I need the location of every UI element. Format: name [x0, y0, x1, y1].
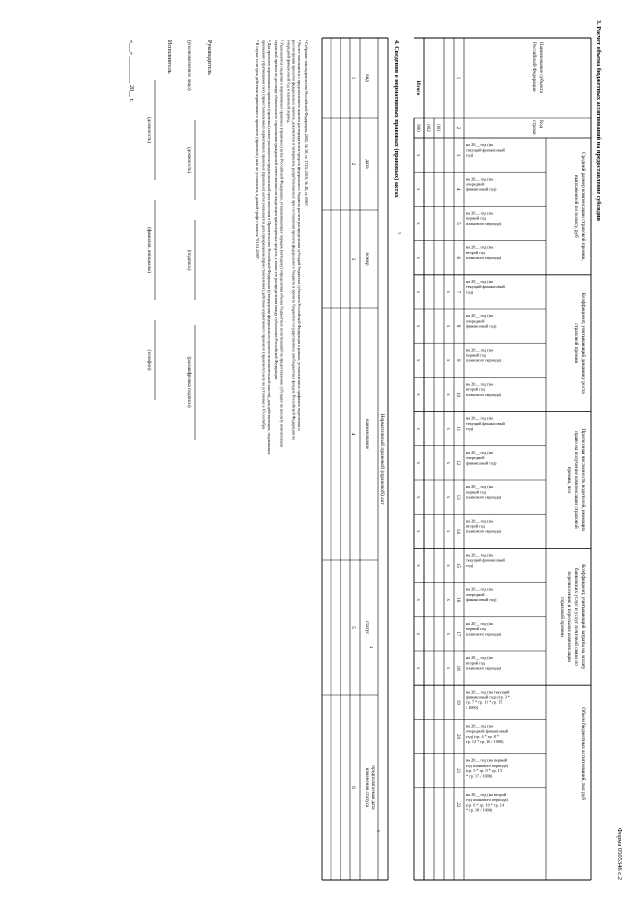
year-subheader: на 20__ год (на очередной финансовый год): [466, 586, 497, 603]
column-number: 21: [455, 768, 460, 774]
column-number: 3: [350, 257, 355, 261]
column-number: 16: [455, 597, 460, 603]
x-marker: x: [415, 188, 420, 191]
x-marker: x: [445, 632, 450, 636]
x-marker: x: [415, 359, 420, 362]
column-number: 5: [455, 222, 460, 225]
row-code: 002: [425, 124, 430, 132]
x-marker: x: [445, 359, 450, 362]
column-number: 14: [455, 528, 460, 534]
year-subheader: на 20__ год (на первый год планового периода): [466, 347, 502, 363]
x-marker: x: [415, 564, 420, 567]
total-code: 900: [415, 124, 420, 132]
x-marker: x: [445, 598, 450, 601]
column-number: 15: [455, 563, 460, 568]
form-content: [128, 20, 623, 880]
column-number: 17: [455, 631, 460, 637]
column-number: 1: [455, 76, 460, 80]
column-number: 10: [455, 392, 460, 397]
executor-label: Исполнитель: [166, 40, 172, 74]
column-number: 12: [455, 460, 460, 466]
year-subheader: на 20__ год (на текущий финансовый год): [466, 142, 505, 158]
year-subheader: на 20__ год (на текущий финансовый год) (гр. 3 * гр. 7 * гр. 11 * гр. 15 / 1000): [466, 689, 511, 710]
year-subheader: на 20__ год (на второй год планового периода): [466, 655, 502, 671]
year-subheader: на 20__ год (на второй год планового периода): [466, 518, 502, 534]
x-marker: x: [445, 666, 450, 670]
x-marker: x: [415, 666, 420, 670]
x-marker: x: [445, 495, 450, 499]
group-volume-header: Объем бюджетных ассигнований, тыс руб: [580, 707, 586, 800]
x-marker: x: [445, 461, 450, 465]
npa-kind-header: вид: [364, 74, 369, 82]
x-marker: x: [445, 530, 450, 533]
group-coef-fin-header: Коэффициент, учитывающий затраты на оплатубанковских услуг и услуг почтовой связи поперечислению и пересылке компенсациистраховой премии: [559, 564, 586, 670]
npa-group-header: Нормативный правовой (правовой) акт: [379, 413, 385, 505]
x-marker: x: [445, 427, 450, 430]
column-number: 4: [350, 432, 355, 436]
x-marker: x: [415, 427, 420, 430]
x-marker: x: [415, 632, 420, 636]
year-subheader: на 20__ год (на второй год планового периода): [466, 244, 502, 261]
x-marker: x: [415, 530, 420, 533]
year-subheader: на 20__ год (на очередной финансовый год): [466, 313, 497, 329]
x-marker: x: [445, 324, 450, 328]
x-marker: x: [415, 324, 420, 328]
column-number: 18: [455, 665, 460, 671]
column-number: 3: [455, 153, 460, 157]
year-subheader: на 20__ год (на первый год планового периода): [466, 210, 502, 226]
x-marker: x: [415, 256, 420, 259]
year-subheader: на 20__ год (на второй год планового периода): [466, 381, 502, 397]
year-subheader: на 20__ год (на первый год планового периода) (гр. 5 * гр. 9 * гр. 13 * гр. 17 / 1000): [466, 757, 508, 779]
x-marker: x: [415, 393, 420, 396]
year-subheader: на 20__ год (на текущий финансовый год): [466, 278, 505, 295]
year-subheader: на 20__ год (на очередной финансовый год) (гр. 4 * гр. 8 * гр. 12 * гр. 16 / 1000): [466, 723, 508, 745]
year-subheader: на 20__ год (на второй год планового периода) (гр. 6 * гр. 10 * гр. 14 * гр. 18 / 1000): [466, 791, 508, 813]
column-number: 11: [455, 426, 460, 432]
date-line: «___» _________ 20__ г.: [128, 40, 134, 102]
code-header: Кодстроки: [531, 120, 543, 135]
npa-date-header: дата: [364, 159, 369, 169]
column-number: 22: [455, 802, 460, 808]
x-marker: x: [415, 153, 420, 157]
column-number: 5: [350, 626, 355, 629]
footnote-5: ⁵ В случае если срок действия нормативного правового (правового) акта не установлен, в данной графе ставится "01.01.2099".: [254, 40, 260, 261]
year-subheader: на 20__ год (на текущий финансовый год): [466, 415, 505, 432]
exec-position-caption: (должность): [146, 116, 151, 144]
position-caption: (должность): [186, 146, 191, 174]
column-number: 7: [455, 290, 460, 294]
year-subheader: на 20__ год (на очередной финансовый год): [466, 176, 497, 192]
column-number: 9: [455, 359, 460, 362]
footnote-4: ⁴ Для проектов нормативных правовых (правовых) актов указывается предполагаемый срок внесения в Правительство Российской Федерации (утверждения федеральным органом исполнительной власти), для действующих, подлежащихпризнанию утратившими силу (приостановлению) нормативных правовых (правовых) актов указывается дата прекращения (приостановления) действия нормативного правового (правового) акта на установке в 10 сентября.: [261, 40, 273, 455]
section4-title: 4. Сведения о нормативных правовых (правовых) актах: [393, 40, 400, 198]
x-marker: x: [415, 290, 420, 294]
footnote-3: ³ Указываются сведения о нормативных правовых (правовых) актах Российской Федерации, устанавливающих порядок (методику) определения объема бюджетных ассигнований на предоставление субсидии на выплату компенсациистраховой премии по договору обязательного страхования гражданской ответственности владельцев транспортных средств, а также его распределения между субъектами Российской Федерации.: [274, 40, 285, 447]
footnote-1: ¹ Собрание законодательства Российской Федерации, 2002, № 18, ст. 1720; 2019, № 49, ст. 6967.: [304, 40, 309, 207]
column-number: 1: [350, 76, 355, 80]
group-forecast-header: Прогнозная численность водителей, имеющихправо на получение компенсации страховойпремии, чел: [566, 428, 586, 532]
decode-caption: (расшифровка подписи): [186, 356, 191, 408]
npa-number-header: номер: [364, 252, 369, 266]
column-number: 13: [455, 494, 460, 500]
column-number: 8: [455, 324, 460, 328]
fio-caption: (фамилия, инициалы): [146, 226, 151, 274]
form-code: Форма 0505346 с.2: [616, 827, 623, 880]
group-dynamics-coef-header: Коэффициент, учитывающий динамику ростастраховой премии: [573, 292, 586, 394]
head-sub-caption: (уполномоченное лицо): [186, 40, 191, 91]
footnote-ref: 5: [376, 830, 381, 832]
signature-caption: (подпись): [186, 249, 191, 271]
column-number: 19: [455, 699, 460, 705]
year-subheader: на 20__ год (на первый год планового периода): [466, 484, 502, 500]
column-number: 2: [455, 126, 460, 130]
year-subheader: на 20__ год (на очередной финансовый год): [466, 449, 497, 466]
total-label: Итого: [415, 80, 421, 96]
column-number: 6: [455, 256, 460, 259]
npa-status-header: статус: [364, 620, 369, 635]
footnote-ref: 4: [369, 646, 374, 648]
npa-name-header: наименование: [364, 418, 369, 450]
x-marker: x: [445, 564, 450, 567]
x-marker: x: [445, 393, 450, 396]
column-number: 6: [350, 786, 355, 789]
x-marker: x: [415, 461, 420, 465]
subject-name-header: Наименование субъектаРоссийской Федерации: [531, 42, 543, 94]
group-avg-comp-header: Средний размер компенсации страховой премии,выплаченной по полису, руб: [573, 152, 586, 261]
expected-date-header: предполагаемая датаизменения статуса: [364, 765, 375, 810]
year-subheader: на 20__ год (на текущий финансовый год): [466, 552, 505, 568]
column-number: 4: [455, 188, 460, 191]
x-marker: x: [415, 222, 420, 225]
row-code: 001: [435, 124, 440, 132]
phone-caption: (телефон): [146, 349, 151, 371]
footnote-2: ² Расчет заполняется с представлением пакетов распорядителем средств федерального бюджета расчета распределения субсидий бюджетам субъектов Российской Федерации в рамках, установленных графиком подготовки ирассмотрения проектов федеральных законов, документов и материалов, разрабатываемых при составлении проекта федерального бюджета и проекта бюджетов государственных внебюджетных фондов Российской Федерации наочередной финансовый год и плановый период.: [286, 40, 303, 441]
x-marker: x: [445, 290, 450, 294]
year-subheader: на 20__ год (на первый год планового периода): [466, 620, 502, 637]
head-label: Руководитель: [206, 40, 212, 75]
column-number: 2: [350, 162, 355, 166]
x-marker: x: [415, 495, 420, 499]
x-marker: x: [415, 598, 420, 601]
column-number: 20: [455, 734, 460, 739]
footnote-ref: 3: [397, 232, 402, 234]
section3-title: 3. Расчет объема бюджетных ассигнований на предоставление субсидии: [595, 20, 602, 221]
